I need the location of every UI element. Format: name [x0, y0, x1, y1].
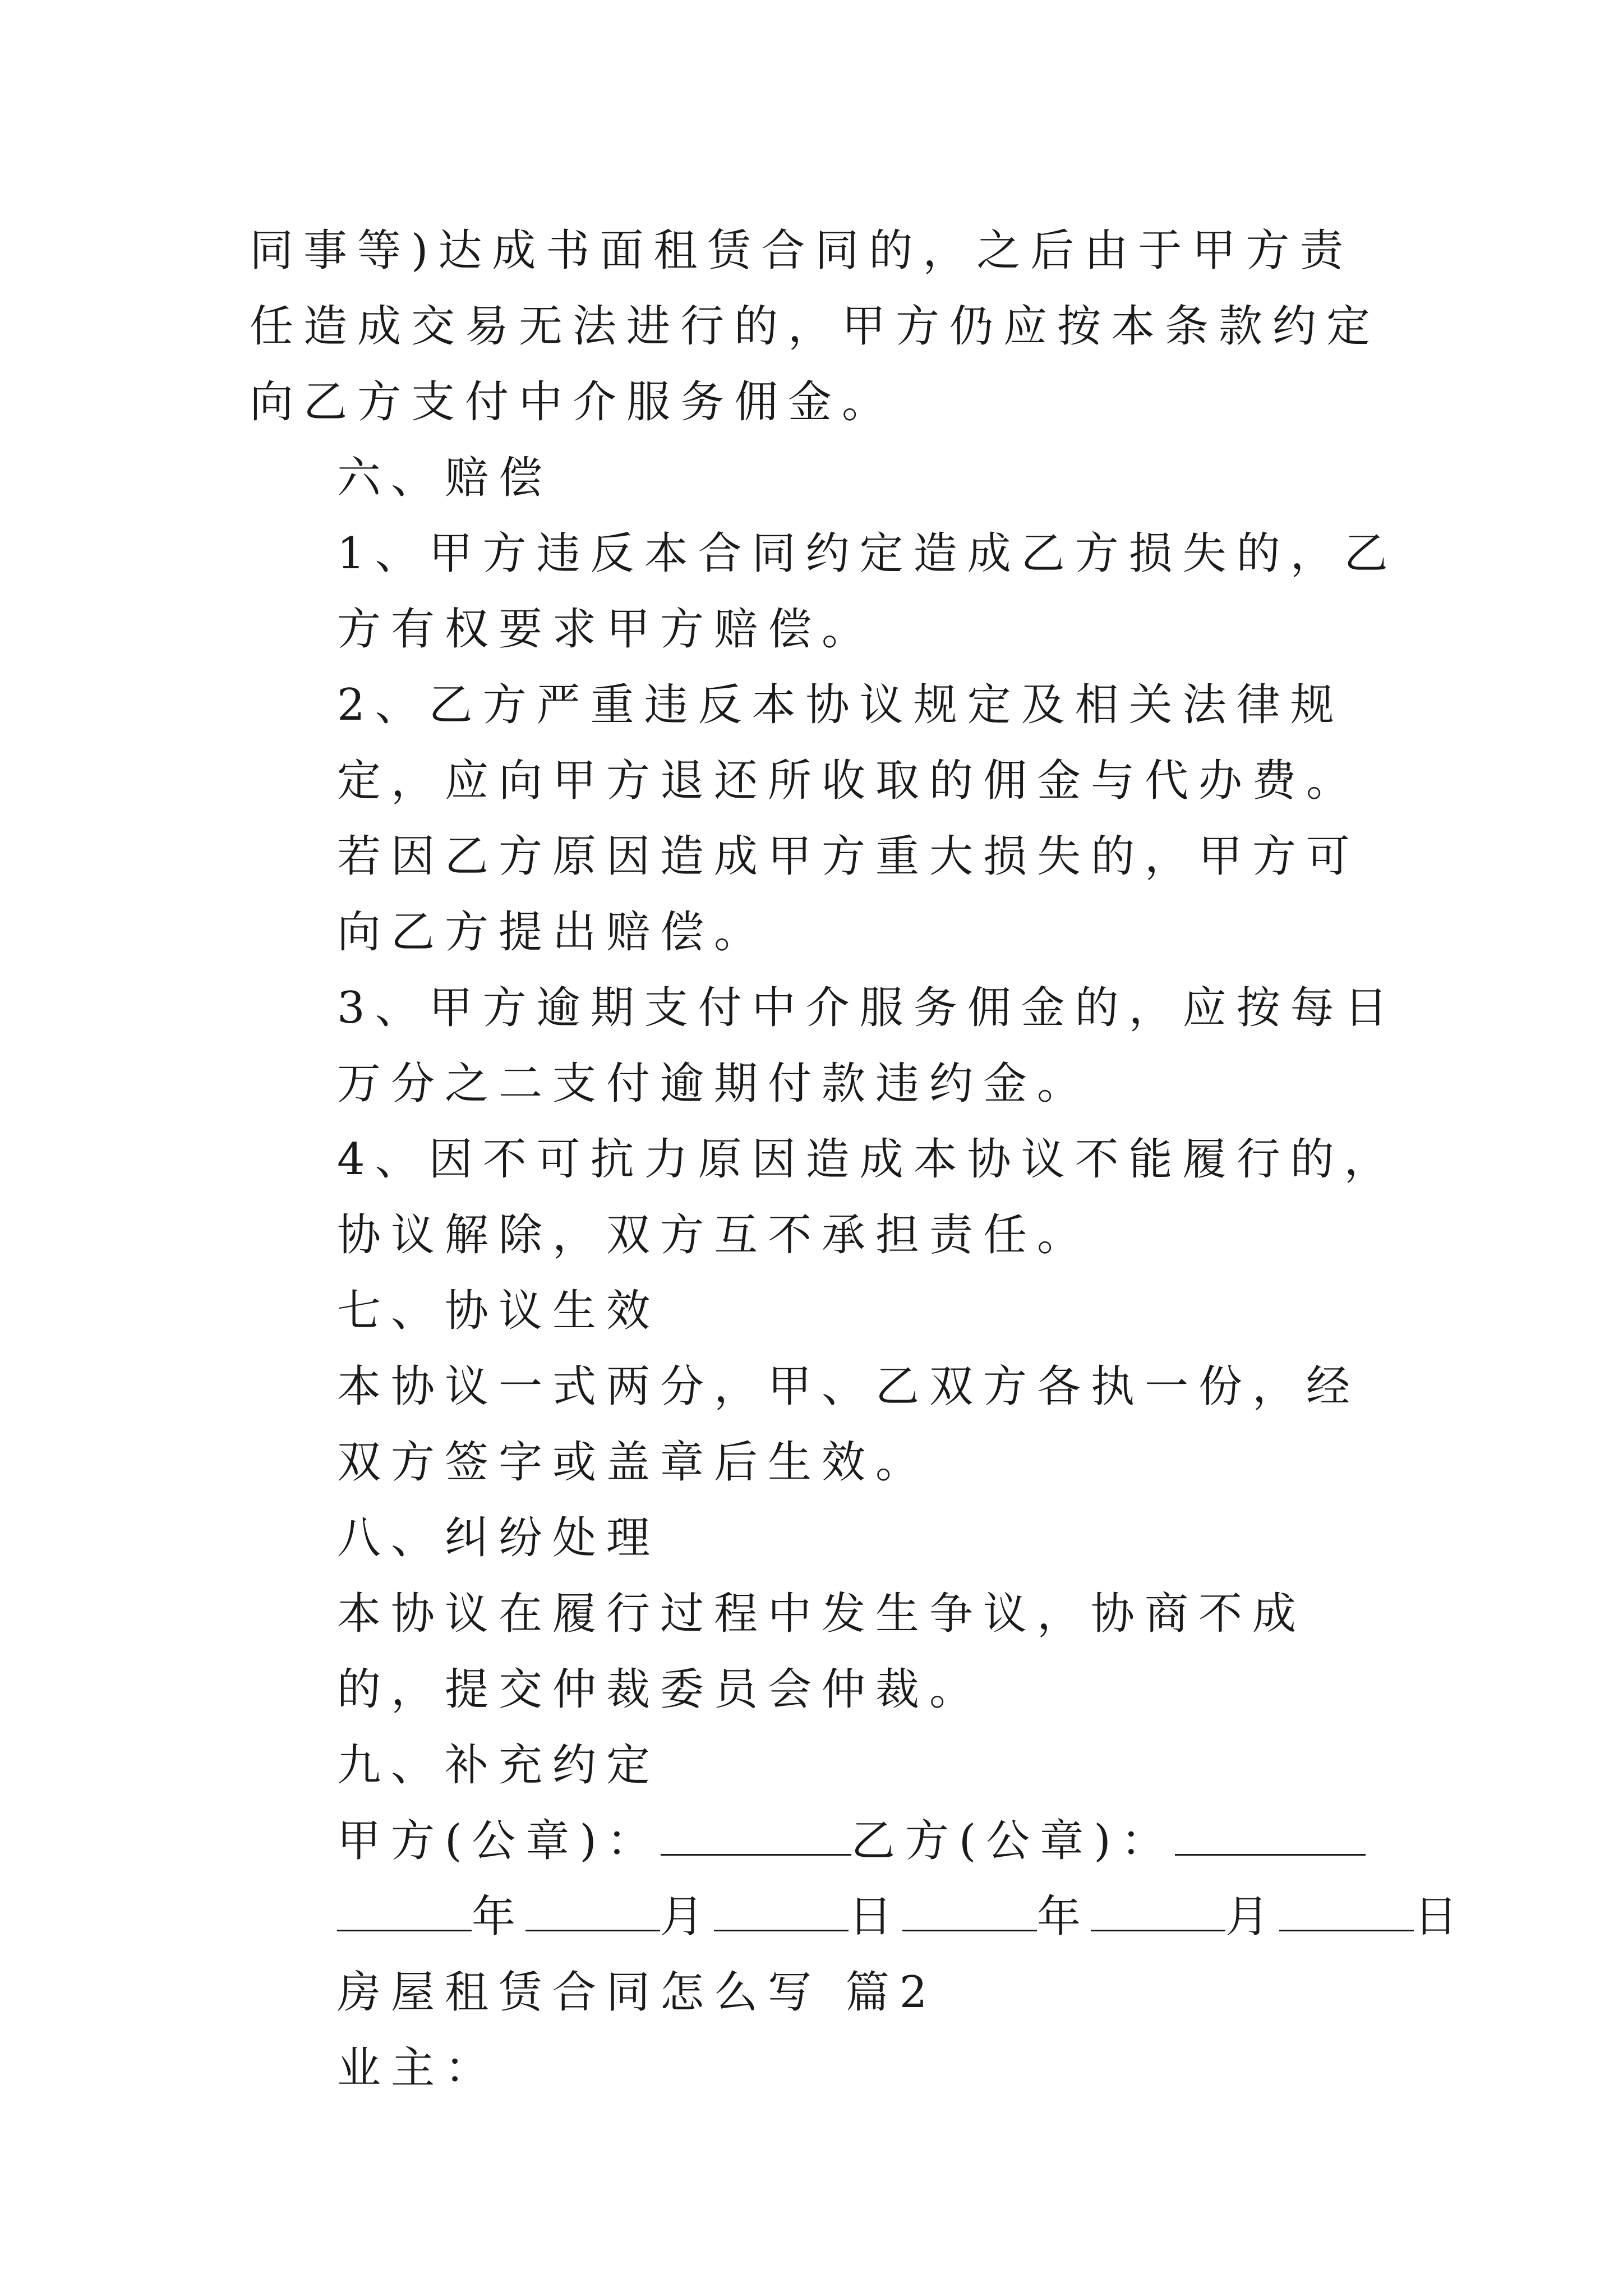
party-b-label: 乙方(公章)： [851, 1816, 1175, 1866]
section-7-title: 七、协议生效 [337, 1286, 661, 1336]
month-label-b: 月 [1225, 1892, 1280, 1942]
section-7-text: 本协议一式两分，甲、乙双方各执一份，经双方签字或盖章后生效。 [337, 1361, 1361, 1488]
signature-line [250, 1803, 1399, 1879]
month-label-a: 月 [660, 1892, 714, 1942]
section-9-title: 九、补充约定 [337, 1740, 661, 1791]
party-a-signature-blank [661, 1815, 851, 1856]
section-6-title: 六、赔偿 [337, 453, 553, 503]
owner-label: 业主： [337, 2043, 499, 2093]
month-blank-b [1091, 1890, 1225, 1931]
section-6-item-4: 4、因不可抗力原因造成本协议不能履行的，协议解除，双方互不承担责任。 [337, 1134, 1398, 1260]
party-a-label: 甲方(公章)： [337, 1816, 661, 1866]
section-8-text: 本协议在履行过程中发生争议，协商不成的，提交仲裁委员会仲裁。 [337, 1589, 1307, 1715]
section-6-item-3: 3、甲方逾期支付中介服务佣金的，应按每日万分之二支付逾期付款违约金。 [337, 983, 1398, 1109]
month-blank-a [525, 1890, 660, 1931]
year-blank-b [902, 1890, 1037, 1931]
party-b-signature-blank [1175, 1815, 1366, 1856]
day-label-a: 日 [849, 1892, 903, 1942]
day-label-b: 日 [1414, 1892, 1468, 1942]
date-line [250, 1879, 1468, 1955]
year-blank-a [337, 1890, 472, 1931]
day-blank-b [1279, 1890, 1414, 1931]
section-8-title: 八、纠纷处理 [337, 1513, 661, 1563]
year-label-b: 年 [1037, 1892, 1091, 1942]
document-body [250, 213, 1468, 2106]
next-contract-heading: 房屋租赁合同怎么写 篇2 [337, 1967, 938, 2018]
year-label-a: 年 [472, 1892, 526, 1942]
section-6-item-1: 1、甲方违反本合同约定造成乙方损失的，乙方有权要求甲方赔偿。 [337, 528, 1398, 655]
day-blank-a [714, 1890, 849, 1931]
continuation-paragraph: 同事等)达成书面租赁合同的，之后由于甲方责任造成交易无法进行的，甲方仍应按本条款约定向乙方支付中介服务佣金。 [250, 226, 1381, 427]
section-6-item-2: 2、乙方严重违反本协议规定及相关法律规定，应向甲方退还所收取的佣金与代办费。若因乙方原因造成甲方重大损失的，甲方可向乙方提出赔偿。 [337, 680, 1361, 958]
